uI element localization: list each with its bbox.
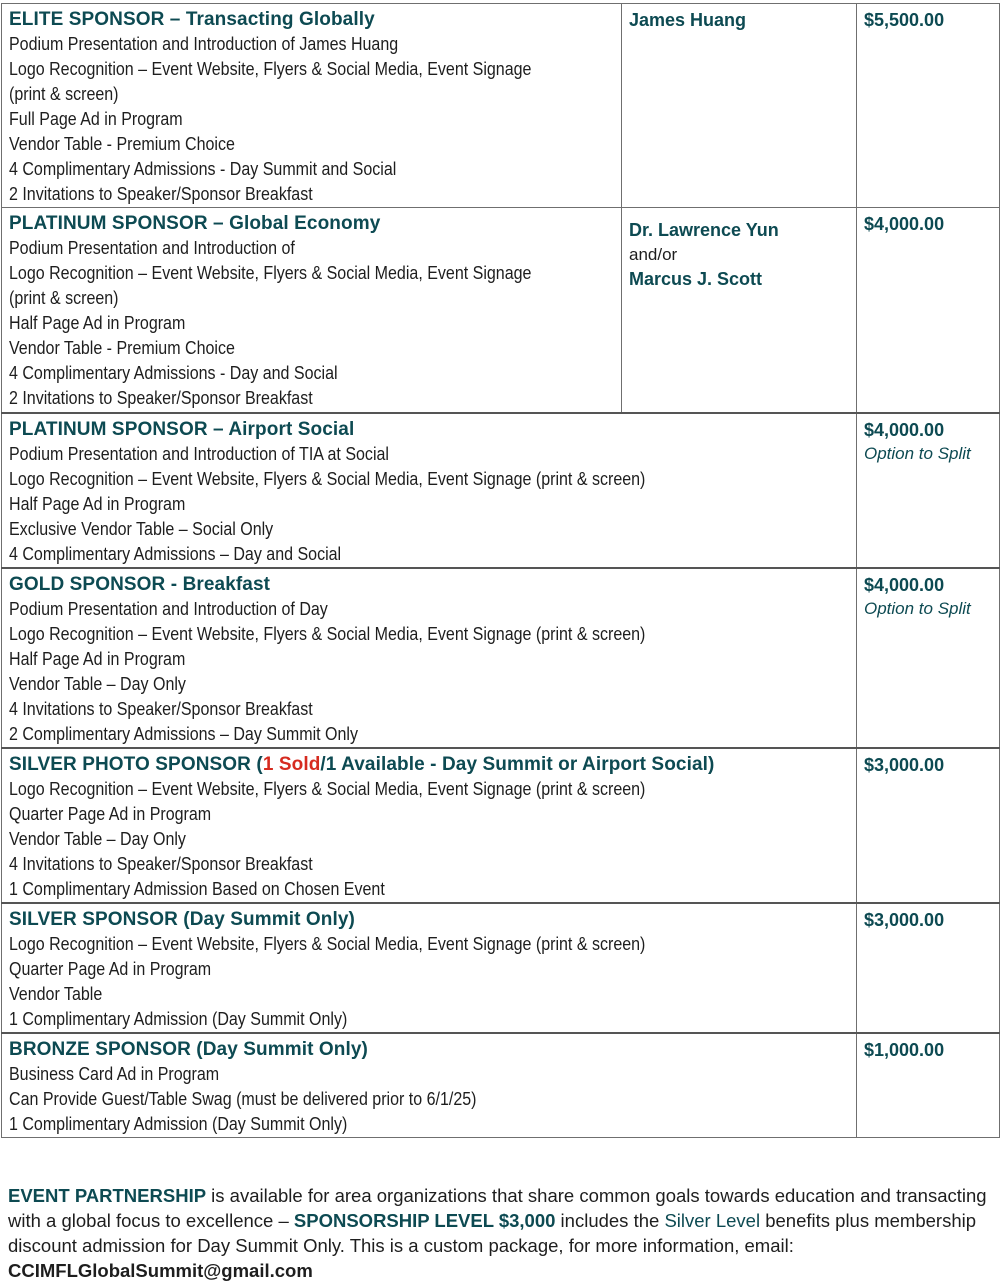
benefit-line: Vendor Table - Premium Choice bbox=[9, 134, 235, 154]
benefit-line: Half Page Ad in Program bbox=[9, 493, 186, 514]
partnership-text: includes the bbox=[555, 1209, 665, 1231]
sponsor-price: $4,000.00 bbox=[864, 214, 945, 234]
benefit-line: Podium Presentation and Introduction of James Huang bbox=[9, 34, 399, 54]
sold-count: 1 Sold bbox=[262, 753, 321, 775]
benefit-line: Business Card Ad in Program bbox=[9, 1063, 220, 1084]
sponsor-title-end: /1 Available - Day Summit or Airport Social) bbox=[320, 753, 715, 775]
sponsor-title: SILVER SPONSOR (Day Summit Only) bbox=[9, 908, 355, 930]
sponsor-benefits-cell bbox=[2, 413, 857, 568]
benefit-line: 1 Complimentary Admission (Day Summit Only) bbox=[9, 1113, 348, 1134]
price-cell bbox=[857, 1033, 1000, 1138]
benefit-line: Podium Presentation and Introduction of TIA at Social bbox=[9, 443, 389, 464]
split-option-note: Option to Split bbox=[864, 598, 971, 618]
sponsor-price: $4,000.00 bbox=[864, 419, 945, 440]
sponsor-price: $5,500.00 bbox=[864, 10, 945, 30]
price-cell bbox=[857, 4, 1000, 208]
speaker-cell bbox=[622, 208, 857, 413]
benefit-line: Logo Recognition – Event Website, Flyers & Social Media, Event Signage bbox=[9, 263, 532, 283]
speaker-conjunction: and/or bbox=[629, 245, 678, 264]
benefit-line: Vendor Table – Day Only bbox=[9, 673, 186, 694]
speaker-name: James Huang bbox=[629, 10, 747, 30]
sponsor-benefits-cell bbox=[2, 568, 857, 748]
partnership-text: benefits plus membership discount admission for Day Summit Only. This is a custom package, for more information, email: bbox=[8, 1209, 977, 1256]
sponsor-benefits-cell bbox=[2, 208, 622, 413]
split-option-note: Option to Split bbox=[864, 443, 971, 463]
sponsor-row-platinum-airport bbox=[2, 413, 1000, 568]
benefit-line: Podium Presentation and Introduction of bbox=[9, 238, 295, 258]
benefit-line: Quarter Page Ad in Program bbox=[9, 803, 212, 824]
benefit-line: Half Page Ad in Program bbox=[9, 313, 186, 333]
benefit-line: Vendor Table – Day Only bbox=[9, 828, 186, 849]
sponsor-title: ELITE SPONSOR – Transacting Globally bbox=[9, 9, 375, 30]
sponsor-price: $3,000.00 bbox=[864, 754, 945, 775]
benefit-line: 2 Complimentary Admissions – Day Summit Only bbox=[9, 723, 358, 744]
sponsor-row-elite bbox=[2, 4, 1000, 208]
sponsor-benefits-cell bbox=[2, 903, 857, 1033]
benefit-line: 4 Invitations to Speaker/Sponsor Breakfast bbox=[9, 698, 313, 719]
benefit-line: Half Page Ad in Program bbox=[9, 648, 186, 669]
sponsor-row-platinum-global bbox=[2, 208, 1000, 413]
benefit-line: (print & screen) bbox=[9, 84, 119, 104]
speaker-name: Marcus J. Scott bbox=[629, 269, 763, 289]
sponsor-benefits-cell bbox=[2, 1033, 857, 1138]
benefit-line: Logo Recognition – Event Website, Flyers & Social Media, Event Signage (print & screen) bbox=[9, 933, 646, 954]
benefit-line: Quarter Page Ad in Program bbox=[9, 958, 212, 979]
sponsor-price: $3,000.00 bbox=[864, 909, 945, 930]
sponsorship-table bbox=[1, 3, 1000, 1138]
sponsor-benefits-cell bbox=[2, 748, 857, 903]
benefit-line: Logo Recognition – Event Website, Flyers & Social Media, Event Signage (print & screen) bbox=[9, 468, 646, 489]
price-cell bbox=[857, 413, 1000, 568]
benefit-line: Logo Recognition – Event Website, Flyers & Social Media, Event Signage bbox=[9, 59, 532, 79]
sponsor-row-silver bbox=[2, 903, 1000, 1033]
benefit-line: Vendor Table bbox=[9, 983, 103, 1004]
price-cell bbox=[857, 903, 1000, 1033]
benefit-line: 4 Complimentary Admissions - Day and Social bbox=[9, 363, 338, 383]
partnership-level: SPONSORSHIP LEVEL $3,000 bbox=[293, 1209, 556, 1231]
price-cell bbox=[857, 748, 1000, 903]
benefit-line: Vendor Table - Premium Choice bbox=[9, 338, 235, 358]
partnership-text: is available for area organizations that share common goals towards education and transacting with a global focus to excellence – bbox=[8, 1184, 987, 1231]
price-cell bbox=[857, 208, 1000, 413]
benefit-line: Can Provide Guest/Table Swag (must be delivered prior to 6/1/25) bbox=[9, 1088, 477, 1109]
benefit-line: Exclusive Vendor Table – Social Only bbox=[9, 518, 274, 539]
sponsor-benefits-cell bbox=[2, 4, 622, 208]
speaker-cell bbox=[622, 4, 857, 208]
benefit-line: Logo Recognition – Event Website, Flyers & Social Media, Event Signage (print & screen) bbox=[9, 778, 646, 799]
benefit-line: 1 Complimentary Admission (Day Summit Only) bbox=[9, 1008, 348, 1029]
benefit-line: 4 Complimentary Admissions - Day Summit and Social bbox=[9, 159, 397, 179]
benefit-line: Full Page Ad in Program bbox=[9, 109, 183, 129]
benefit-line: (print & screen) bbox=[9, 288, 119, 308]
sponsor-title-start: SILVER PHOTO SPONSOR ( bbox=[9, 753, 263, 775]
benefit-line: 2 Invitations to Speaker/Sponsor Breakfast bbox=[9, 184, 313, 204]
price-cell bbox=[857, 568, 1000, 748]
benefit-line: 1 Complimentary Admission Based on Chosen Event bbox=[9, 878, 385, 899]
sponsor-title: BRONZE SPONSOR (Day Summit Only) bbox=[9, 1038, 368, 1060]
sponsor-title: GOLD SPONSOR - Breakfast bbox=[9, 573, 271, 595]
benefit-line: Logo Recognition – Event Website, Flyers & Social Media, Event Signage (print & screen) bbox=[9, 623, 646, 644]
sponsor-price: $4,000.00 bbox=[864, 574, 945, 595]
benefit-line: Podium Presentation and Introduction of Day bbox=[9, 598, 328, 619]
benefit-line: 4 Invitations to Speaker/Sponsor Breakfast bbox=[9, 853, 313, 874]
sponsor-row-gold bbox=[2, 568, 1000, 748]
sponsor-title: PLATINUM SPONSOR – Global Economy bbox=[9, 213, 381, 234]
partnership-lead: EVENT PARTNERSHIP bbox=[8, 1184, 207, 1206]
sponsor-price: $1,000.00 bbox=[864, 1039, 945, 1060]
benefit-line: 2 Invitations to Speaker/Sponsor Breakfast bbox=[9, 388, 313, 408]
silver-level-mention: Silver Level bbox=[664, 1209, 761, 1231]
benefit-line: 4 Complimentary Admissions – Day and Social bbox=[9, 543, 342, 564]
sponsor-row-bronze bbox=[2, 1033, 1000, 1138]
sponsor-title: PLATINUM SPONSOR – Airport Social bbox=[9, 418, 355, 440]
event-partnership-paragraph bbox=[8, 1183, 993, 1283]
sponsor-row-silver-photo bbox=[2, 748, 1000, 903]
speaker-name: Dr. Lawrence Yun bbox=[629, 220, 779, 240]
sponsor-title bbox=[9, 753, 848, 777]
contact-email-link[interactable]: CCIMFLGlobalSummit@gmail.com bbox=[8, 1259, 313, 1281]
